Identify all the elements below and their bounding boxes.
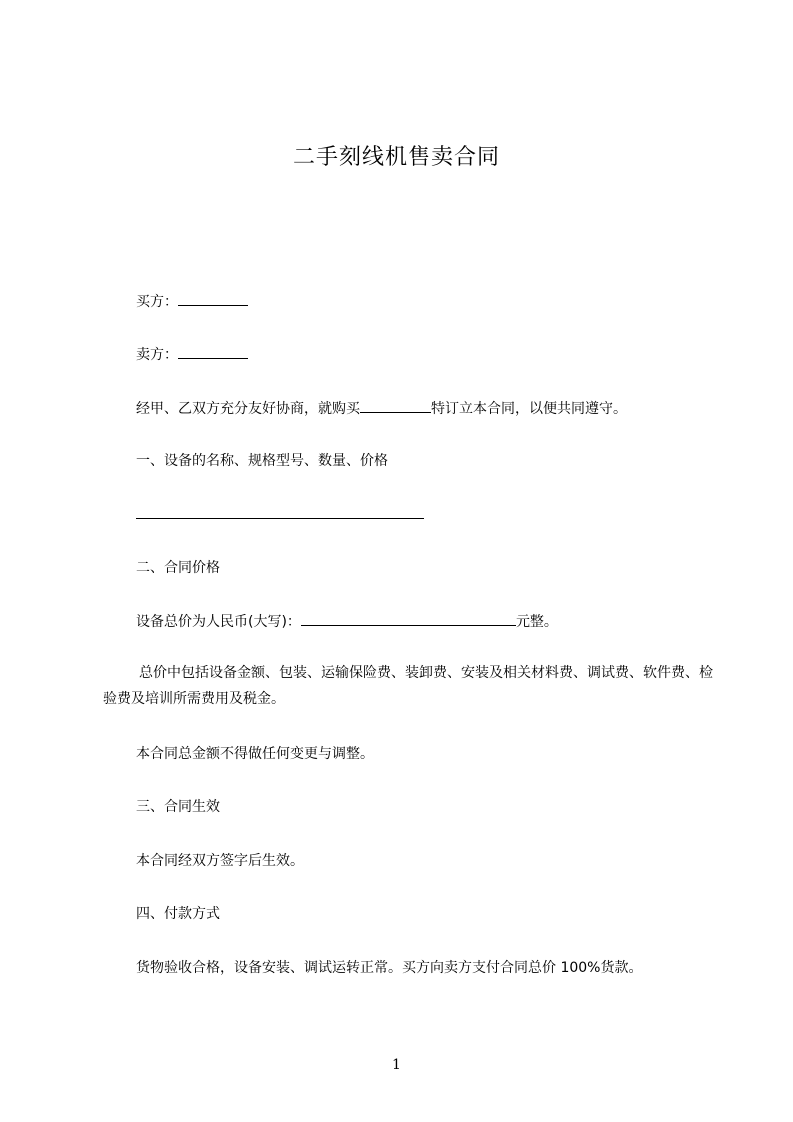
intro-text-before: 经甲、乙双方充分友好协商，就购买 [136,401,360,417]
intro-text-after: 特订立本合同，以便共同遵守。 [431,401,627,417]
payment-statement: 货物验收合格，设备安装、调试运转正常。买方向卖方支付合同总价 100%货款。 [136,960,643,976]
seller-line [136,344,248,365]
seller-label: 卖方： [136,347,178,363]
price-text-after: 元整。 [515,614,558,630]
price-text-before: 设备总价为人民币(大写)： [136,614,301,630]
section-1-heading: 一、设备的名称、规格型号、数量、价格 [136,453,388,469]
section-3-heading: 三、合同生效 [136,799,220,815]
price-includes-paragraph: 总价中包括设备金额、包装、运输保险费、装卸费、安装及相关材料费、调试费、软件费、检验费及培训所需费用及税金。 [103,665,713,707]
page-number: 1 [392,1057,401,1073]
intro-line [136,398,627,419]
total-price-line [136,611,558,632]
document-title: 二手刻线机售卖合同 [292,145,500,170]
purchase-item-blank [360,398,431,413]
effective-statement: 本合同经双方签字后生效。 [136,853,304,869]
equipment-details-blank-line [136,518,424,519]
buyer-label: 买方： [136,294,178,310]
price-amount-blank [301,611,516,626]
seller-blank [178,344,248,359]
buyer-blank [178,291,248,306]
buyer-line [136,291,248,312]
section-4-heading: 四、付款方式 [136,906,220,922]
price-fixed-statement: 本合同总金额不得做任何变更与调整。 [136,746,374,762]
section-2-heading: 二、合同价格 [136,560,220,576]
